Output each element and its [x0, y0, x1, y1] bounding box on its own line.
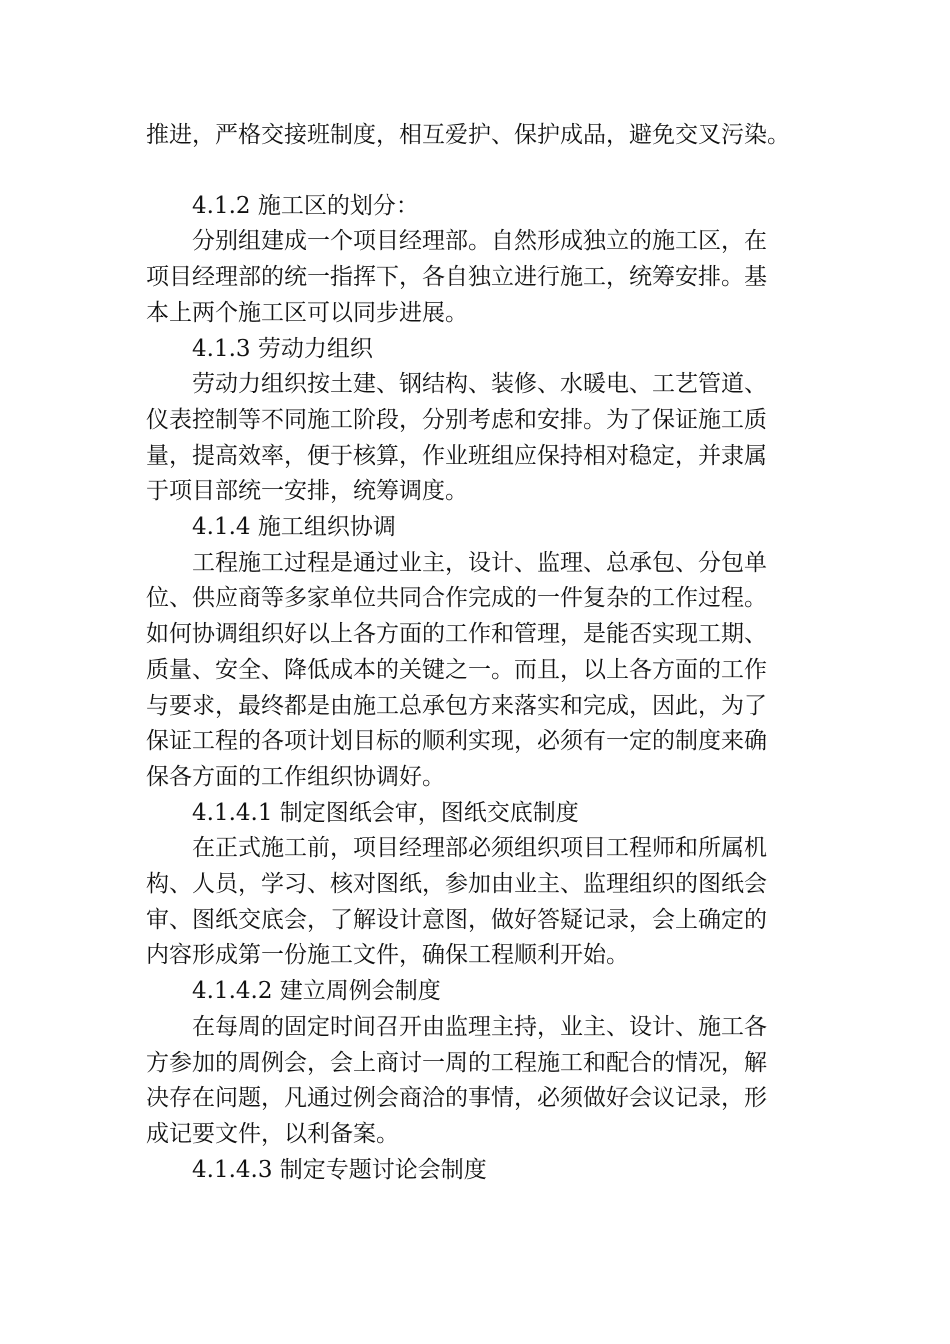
- paragraph-line: 方参加的周例会，会上商讨一周的工程施工和配合的情况，解: [146, 1049, 767, 1076]
- paragraph-line: 位、供应商等多家单位共同合作完成的一件复杂的工作过程。: [146, 585, 767, 612]
- paragraph-line: 在正式施工前，项目经理部必须组织项目工程师和所属机: [192, 835, 767, 862]
- paragraph-line: 决存在问题，凡通过例会商洽的事情，必须做好会议记录，形: [146, 1085, 767, 1112]
- paragraph-gap: [146, 154, 806, 189]
- paragraph-line: 与要求，最终都是由施工总承包方来落实和完成，因此，为了: [146, 692, 767, 719]
- paragraph-line: 量，提高效率，便于核算，作业班组应保持相对稳定，并隶属: [146, 442, 767, 469]
- paragraph-line: 审、图纸交底会，了解设计意图，做好答疑记录，会上确定的: [146, 906, 767, 933]
- paragraph-line: 项目经理部的统一指挥下，各自独立进行施工，统筹安排。基: [146, 264, 767, 291]
- paragraph-line: 在每周的固定时间召开由监理主持，业主、设计、施工各: [192, 1013, 767, 1040]
- section-heading: 4.1.3 劳动力组织: [192, 335, 373, 362]
- paragraph-line: 于项目部统一安排，统筹调度。: [146, 478, 468, 505]
- paragraph-line: 质量、安全、降低成本的关键之一。而且，以上各方面的工作: [146, 656, 767, 683]
- paragraph-line: 保各方面的工作组织协调好。: [146, 763, 445, 790]
- paragraph-line: 保证工程的各项计划目标的顺利实现，必须有一定的制度来确: [146, 728, 767, 755]
- paragraph-line: 分别组建成一个项目经理部。自然形成独立的施工区，在: [192, 228, 767, 255]
- paragraph-line: 工程施工过程是通过业主，设计、监理、总承包、分包单: [192, 549, 767, 576]
- document-page: [146, 118, 806, 1188]
- section-heading: 4.1.4.2 建立周例会制度: [192, 978, 441, 1005]
- paragraph-line: 内容形成第一份施工文件，确保工程顺利开始。: [146, 942, 629, 969]
- paragraph-line: 本上两个施工区可以同步进展。: [146, 299, 468, 326]
- paragraph-line: 成记要文件，以利备案。: [146, 1120, 399, 1147]
- paragraph-line: 如何协调组织好以上各方面的工作和管理，是能否实现工期、: [146, 621, 767, 648]
- paragraph-line: 构、人员，学习、核对图纸，参加由业主、监理组织的图纸会: [146, 871, 767, 898]
- section-heading: 4.1.4.1 制定图纸会审，图纸交底制度: [192, 799, 579, 826]
- paragraph-line: 推进，严格交接班制度，相互爱护、保护成品，避免交叉污染。: [146, 122, 790, 148]
- section-heading: 4.1.4.3 制定专题讨论会制度: [192, 1156, 487, 1183]
- paragraph-line: 劳动力组织按土建、钢结构、装修、水暖电、工艺管道、: [192, 371, 767, 398]
- paragraph-line: 仪表控制等不同施工阶段，分别考虑和安排。为了保证施工质: [146, 406, 767, 433]
- section-heading: 4.1.4 施工组织协调: [192, 514, 396, 541]
- section-heading: 4.1.2 施工区的划分：: [192, 192, 419, 219]
